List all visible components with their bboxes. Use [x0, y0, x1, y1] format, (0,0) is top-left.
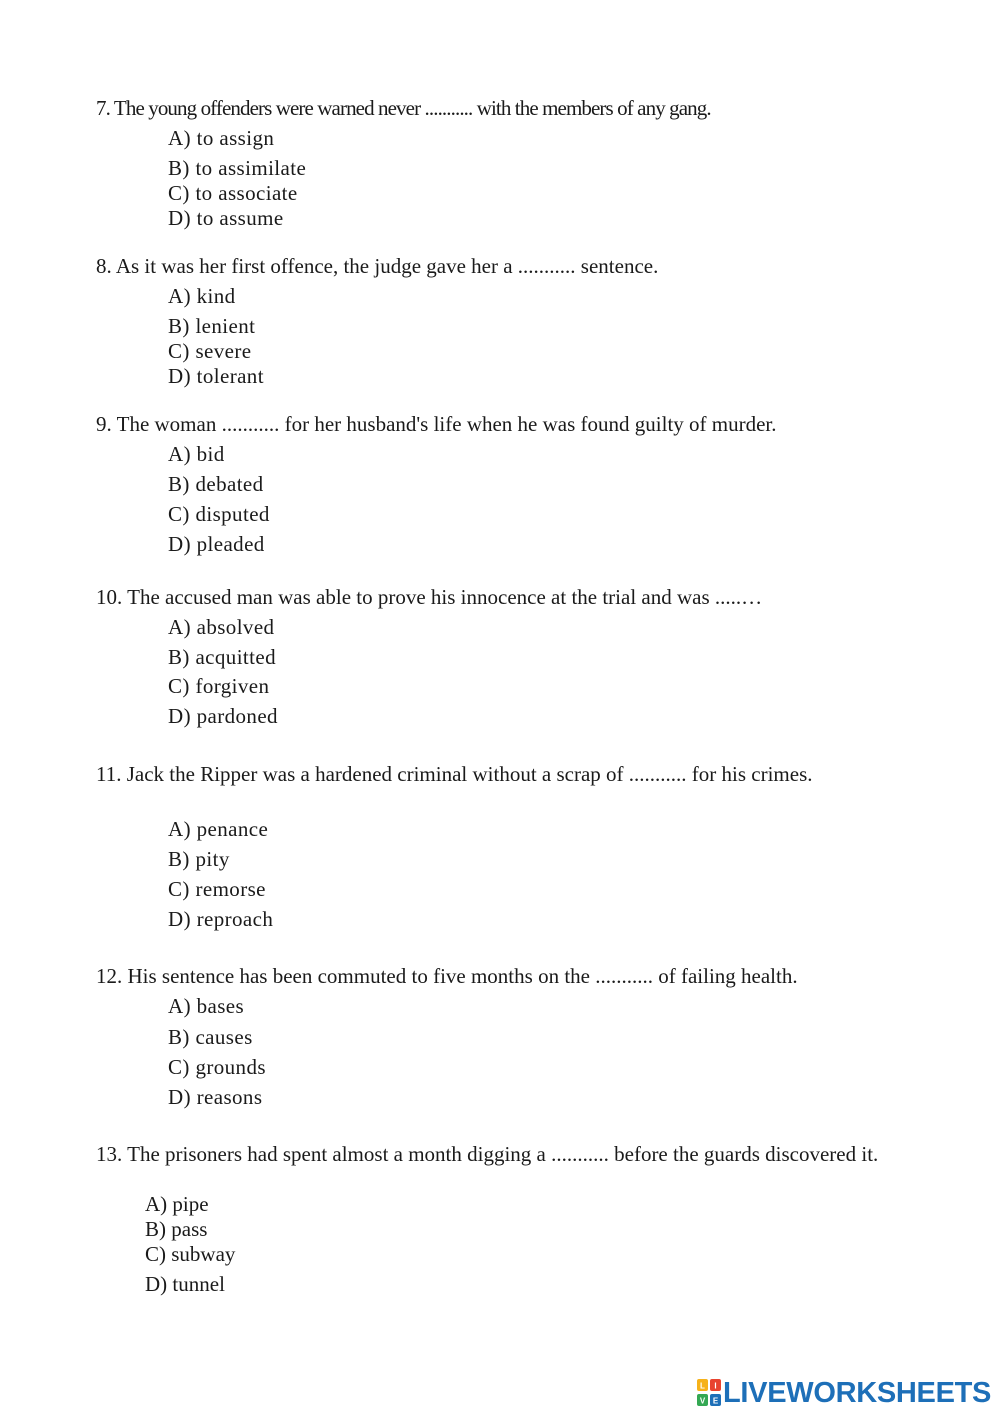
liveworksheets-logo-text: LIVEWORKSHEETS — [723, 1376, 992, 1409]
question-7-option-d[interactable]: D) to assume — [168, 206, 284, 230]
question-9-option-d[interactable]: D) pleaded — [168, 532, 265, 556]
question-9-option-b[interactable]: B) debated — [168, 472, 264, 496]
question-12-option-d[interactable]: D) reasons — [168, 1085, 263, 1109]
question-9-option-c[interactable]: C) disputed — [168, 502, 270, 526]
question-13-option-b[interactable]: B) pass — [145, 1217, 208, 1241]
question-10-stem: 10. The accused man was able to prove his innocence at the trial and was .....… — [96, 585, 763, 609]
question-10-option-d[interactable]: D) pardoned — [168, 704, 278, 728]
question-13-option-a[interactable]: A) pipe — [145, 1192, 209, 1216]
liveworksheets-logo-icon — [697, 1379, 721, 1407]
svg-text:E: E — [712, 1396, 719, 1406]
question-10-option-b[interactable]: B) acquitted — [168, 645, 277, 669]
question-7-option-b[interactable]: B) to assimilate — [168, 156, 307, 180]
question-7-option-c[interactable]: C) to associate — [168, 181, 298, 205]
question-8-option-b[interactable]: B) lenient — [168, 314, 256, 338]
question-13-option-d[interactable]: D) tunnel — [145, 1272, 225, 1296]
question-12-stem: 12. His sentence has been commuted to five months on the ........... of failing health. — [96, 964, 798, 988]
svg-text:L: L — [700, 1381, 705, 1391]
question-12-option-b[interactable]: B) causes — [168, 1025, 253, 1049]
question-8-option-d[interactable]: D) tolerant — [168, 364, 264, 388]
question-13-stem: 13. The prisoners had spent almost a month digging a ........... before the guards discovered it. — [96, 1142, 879, 1166]
svg-text:V: V — [699, 1396, 706, 1406]
question-8-option-a[interactable]: A) kind — [168, 284, 236, 308]
question-12-option-a[interactable]: A) bases — [168, 994, 245, 1018]
question-7-stem: 7. The young offenders were warned never ........... with the members of any gang. — [96, 96, 711, 120]
question-11-option-b[interactable]: B) pity — [168, 847, 230, 871]
question-12-option-c[interactable]: C) grounds — [168, 1055, 266, 1079]
question-8-option-c[interactable]: C) severe — [168, 339, 252, 363]
question-11-option-c[interactable]: C) remorse — [168, 877, 266, 901]
question-11-option-d[interactable]: D) reproach — [168, 907, 274, 931]
question-11-stem: 11. Jack the Ripper was a hardened criminal without a scrap of ........... for his crimes. — [96, 762, 813, 786]
liveworksheets-logo — [697, 1376, 991, 1410]
question-13-option-c[interactable]: C) subway — [145, 1242, 236, 1266]
question-9-stem: 9. The woman ........... for her husband's life when he was found guilty of murder. — [96, 412, 777, 436]
question-11-option-a[interactable]: A) penance — [168, 817, 269, 841]
question-10-option-a[interactable]: A) absolved — [168, 615, 275, 639]
question-9-option-a[interactable]: A) bid — [168, 442, 225, 466]
question-7-option-a[interactable]: A) to assign — [168, 126, 275, 150]
svg-text:I: I — [714, 1381, 717, 1391]
question-10-option-c[interactable]: C) forgiven — [168, 674, 270, 698]
question-8-stem: 8. As it was her first offence, the judge gave her a ........... sentence. — [96, 254, 659, 278]
